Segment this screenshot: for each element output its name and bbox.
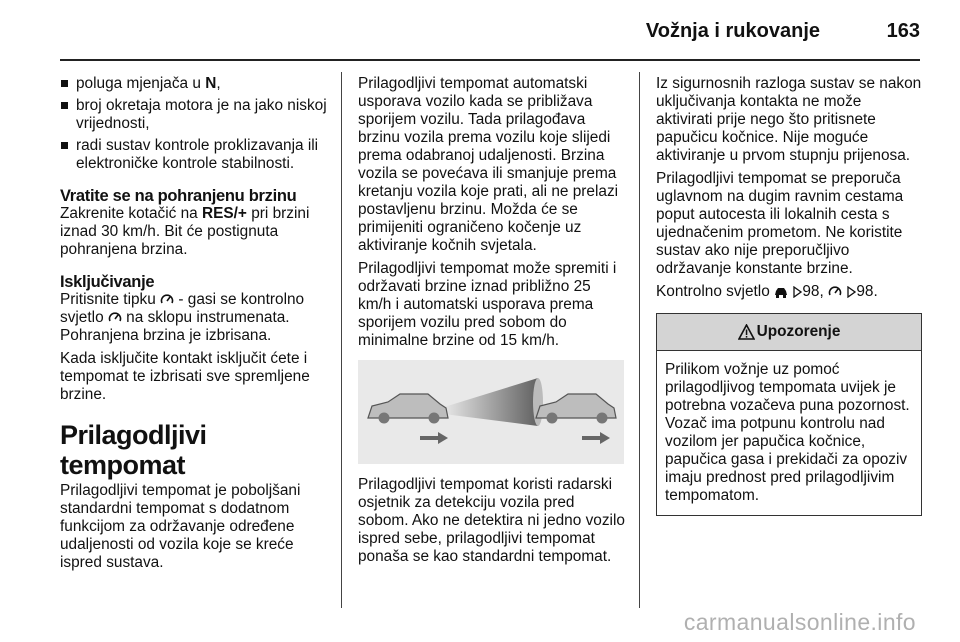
indicator-reference: Kontrolno svjetlo 98, 98.: [656, 283, 878, 300]
off-heading: Isključivanje: [60, 273, 155, 291]
car-icon: [368, 394, 448, 424]
warning-box: [656, 313, 922, 516]
column-2: [358, 75, 626, 571]
radar-diagram: [358, 360, 624, 464]
arrow-right-icon: [582, 432, 610, 444]
vehicle-ahead-icon: [774, 286, 788, 298]
arrow-right-icon: [420, 432, 448, 444]
paragraph: Prilagodljivi tempomat koristi radarski osjetnik za detekciju vozila pred sobom. Ako ne detektira ni jedno vozilo ispred sebe, prilagodljivi tempomat ponaša se kao standardni tempomat.: [358, 476, 625, 565]
column-divider: [341, 72, 342, 608]
warning-title: Upozorenje: [756, 323, 841, 340]
column-3: [656, 75, 922, 516]
reference-arrow-icon: [792, 286, 802, 298]
paragraph: Iz sigurnosnih razloga sustav se nakon uključivanja kontakta ne može aktivirati prije nego što pritisnete papučicu kočnice. Nije moguće aktiviranje u prvom stupnju prijenosa.: [656, 75, 922, 164]
resume-paragraph: Zakrenite kotačić na RES/+ pri brzini iznad 30 km/h. Bit će postignuta pohranjena brzina.: [60, 205, 310, 258]
cruise-control-icon: [160, 293, 174, 306]
warning-triangle-icon: [738, 324, 755, 340]
reference-arrow-icon: [846, 286, 856, 298]
header-rule: [60, 59, 920, 61]
off-paragraph-2: Kada isključite kontakt isključit ćete i tempomat te izbrisati sve spremljene brzine.: [60, 350, 310, 403]
watermark: carmanualsonline.info: [683, 609, 916, 635]
warning-text: Prilikom vožnje uz pomoć prilagodljivog tempomata uvijek je potrebna vozačeva puna pozornost. Vozač ima potpunu kontrolu nad vozilom jer papučica kočnice, papučica gasa i prekidači za opoziv imaju prednost pred prilagodljivim tempomatom.: [665, 361, 910, 504]
off-paragraph: Pritisnite tipku - gasi se kontrolno svjetlo na sklopu instrumenata. Pohranjena brzina je izbrisana.: [60, 291, 305, 344]
paragraph: Prilagodljivi tempomat automatski usporava vozilo kada se približava sporijem vozilu. Tada prilagođava brzinu vozila prema vozilu koje slijedi prema odabranoj udaljenosti. Brzina vozila se povećava ili smanjuje prema kretanju vozila koje prati, ali ne prelazi postavljenu brzinu. Možda će se primijeniti ograničeno kočenje uz aktiviranje kočnih svjetala.: [358, 75, 619, 254]
section-title: Vožnja i rukovanje: [645, 20, 820, 42]
list-item: poluga mjenjača u N,: [60, 75, 332, 93]
column-1: [60, 75, 332, 577]
resume-heading: Vratite se na pohranjenu brzinu: [60, 187, 297, 205]
cruise-control-icon: [828, 285, 842, 298]
acc-paragraph: Prilagodljivi tempomat je poboljšani standardni tempomat s dodatnom funkcijom za održavanje određene udaljenosti od vozila koje se kreće ispred sustava.: [60, 482, 301, 571]
paragraph: Prilagodljivi tempomat može spremiti i održavati brzine iznad približno 25 km/h i automatski usporava prema sporijem vozilu pred sobom do minimalne brzine od 15 km/h.: [358, 260, 617, 349]
acc-heading: Prilagodljivi tempomat: [60, 420, 207, 480]
list-item: radi sustav kontrole proklizavanja ili elektroničke kontrole stabilnosti.: [60, 137, 332, 173]
column-divider: [639, 72, 640, 608]
cruise-control-icon: [108, 311, 122, 324]
radar-illustration: [358, 360, 624, 464]
page-number: 163: [886, 20, 920, 42]
warning-header: [657, 314, 921, 351]
list-item: broj okretaja motora je na jako niskoj vrijednosti,: [60, 97, 332, 133]
car-icon: [536, 394, 616, 424]
radar-beam: [428, 378, 538, 426]
paragraph: Prilagodljivi tempomat se preporuča uglavnom na dugim ravnim cestama poput autocesta ili lokalnih cesta s ujednačenim prometom. Ne koristite sustav ako nije preporučljivo održavanje konstante brzine.: [656, 170, 904, 277]
